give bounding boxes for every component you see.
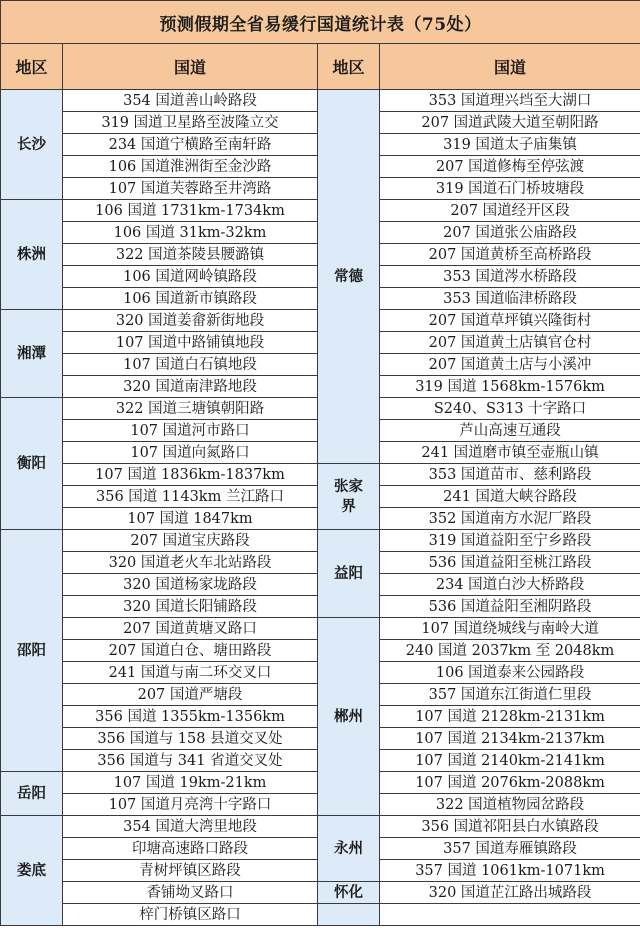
road-cell-right: 319 国道石门桥坡塘段 [380, 178, 640, 200]
header-road-right: 国道 [380, 44, 640, 90]
table-row [1, 882, 640, 904]
road-cell-right: 107 国道 2134km-2137km [380, 728, 640, 750]
road-cell-right: 357 国道寿雁镇路段 [380, 838, 640, 860]
road-cell-right: 107 国道 2076km-2088km [380, 772, 640, 794]
region-cell-right: 益阳 [318, 530, 380, 618]
road-cell-left: 354 国道大湾里地段 [63, 816, 318, 838]
road-cell-left: 梓门桥镇区路口 [63, 904, 318, 926]
road-cell-right: 357 国道 1061km-1071km [380, 860, 640, 882]
region-cell-left: 衡阳 [1, 398, 63, 530]
road-cell-right: 320 国道芷江路出城路段 [380, 882, 640, 904]
road-cell-left: 207 国道黄塘叉路口 [63, 618, 318, 640]
road-cell-right: 536 国道益阳至桃江路段 [380, 552, 640, 574]
title-row [1, 1, 640, 44]
road-cell-right: 353 国道理兴垱至大湖口 [380, 90, 640, 112]
road-cell-right: 353 国道临津桥路段 [380, 288, 640, 310]
road-cell-right: 107 国道 2140km-2141km [380, 750, 640, 772]
road-cell-right: S240、S313 十字路口 [380, 398, 640, 420]
road-cell-left: 320 国道南津路地段 [63, 376, 318, 398]
table-title: 预测假期全省易缓行国道统计表（75处） [1, 1, 640, 44]
road-cell-right: 207 国道黄土店镇官仓村 [380, 332, 640, 354]
road-cell-left: 106 国道 1731km-1734km [63, 200, 318, 222]
road-cell-right: 234 国道白沙大桥路段 [380, 574, 640, 596]
road-cell-left: 106 国道新市镇路段 [63, 288, 318, 310]
table-row [1, 530, 640, 552]
empty-cell [380, 904, 640, 926]
road-cell-left: 106 国道淮洲街至金沙路 [63, 156, 318, 178]
road-cell-left: 207 国道宝庆路段 [63, 530, 318, 552]
header-region-right: 地区 [318, 44, 380, 90]
road-cell-right: 107 国道 2128km-2131km [380, 706, 640, 728]
road-cell-right: 353 国道涔水桥路段 [380, 266, 640, 288]
road-cell-left: 356 国道 1143km 兰江路口 [63, 486, 318, 508]
road-cell-left: 234 国道宁横路至南轩路 [63, 134, 318, 156]
road-cell-left: 241 国道与南二环交叉口 [63, 662, 318, 684]
road-cell-left: 107 国道 1836km-1837km [63, 464, 318, 486]
road-cell-left: 207 国道严塘段 [63, 684, 318, 706]
road-cell-left: 320 国道老火车北站路段 [63, 552, 318, 574]
region-cell-left: 娄底 [1, 816, 63, 926]
road-cell-right: 207 国道黄土店与小溪冲 [380, 354, 640, 376]
road-cell-left: 青树坪镇区路段 [63, 860, 318, 882]
road-cell-left: 319 国道卫星路至波隆立交 [63, 112, 318, 134]
road-cell-left: 107 国道月亮湾十字路口 [63, 794, 318, 816]
road-cell-right: 芦山高速互通段 [380, 420, 640, 442]
road-cell-left: 320 国道姜畲新街地段 [63, 310, 318, 332]
region-cell-right: 常德 [318, 90, 380, 464]
road-cell-left: 356 国道与 341 省道交叉处 [63, 750, 318, 772]
road-cell-left: 107 国道向氮路口 [63, 442, 318, 464]
road-cell-right: 536 国道益阳至湘阴路段 [380, 596, 640, 618]
road-cell-right: 207 国道武陵大道至朝阳路 [380, 112, 640, 134]
road-cell-left: 107 国道芙蓉路至井湾路 [63, 178, 318, 200]
road-cell-left: 207 国道白仓、塘田路段 [63, 640, 318, 662]
table-row [1, 464, 640, 486]
road-cell-right: 352 国道南方水泥厂路段 [380, 508, 640, 530]
road-cell-left: 107 国道河市路口 [63, 420, 318, 442]
road-cell-right: 322 国道植物园岔路段 [380, 794, 640, 816]
road-cell-left: 320 国道长阳铺路段 [63, 596, 318, 618]
road-cell-right: 107 国道绕城线与南岭大道 [380, 618, 640, 640]
road-cell-left: 320 国道杨家垅路段 [63, 574, 318, 596]
road-cell-right: 240 国道 2037km 至 2048km [380, 640, 640, 662]
road-cell-right: 353 国道苗市、慈利路段 [380, 464, 640, 486]
header-road-left: 国道 [63, 44, 318, 90]
road-cell-left: 107 国道白石镇地段 [63, 354, 318, 376]
road-cell-left: 107 国道 19km-21km [63, 772, 318, 794]
region-cell-right: 怀化 [318, 882, 380, 904]
road-cell-left: 322 国道茶陵县腰潞镇 [63, 244, 318, 266]
road-cell-left: 356 国道与 158 县道交叉处 [63, 728, 318, 750]
header-region-left: 地区 [1, 44, 63, 90]
empty-cell [318, 904, 380, 926]
region-cell-right: 郴州 [318, 618, 380, 816]
road-cell-left: 印塘高速路口路段 [63, 838, 318, 860]
table-row [1, 90, 640, 112]
region-cell-left: 岳阳 [1, 772, 63, 816]
road-cell-left: 106 国道 31km-32km [63, 222, 318, 244]
road-cell-right: 241 国道大峡谷路段 [380, 486, 640, 508]
road-cell-left: 107 国道 1847km [63, 508, 318, 530]
road-cell-left: 356 国道 1355km-1356km [63, 706, 318, 728]
road-cell-right: 356 国道祁阳县白水镇路段 [380, 816, 640, 838]
region-cell-left: 湘潭 [1, 310, 63, 398]
header-row [1, 44, 640, 90]
road-cell-right: 319 国道 1568km-1576km [380, 376, 640, 398]
road-cell-right: 106 国道泰来公园路段 [380, 662, 640, 684]
road-cell-right: 207 国道修梅至停弦渡 [380, 156, 640, 178]
road-cell-left: 107 国道中路铺镇地段 [63, 332, 318, 354]
road-cell-right: 357 国道东江街道仁里段 [380, 684, 640, 706]
road-cell-right: 207 国道张公庙路段 [380, 222, 640, 244]
region-cell-left: 长沙 [1, 90, 63, 200]
road-cell-right: 241 国道磨市镇至壶瓶山镇 [380, 442, 640, 464]
road-cell-left: 354 国道善山岭路段 [63, 90, 318, 112]
region-cell-right: 张家界 [318, 464, 380, 530]
road-cell-left: 322 国道三塘镇朝阳路 [63, 398, 318, 420]
region-cell-left: 株洲 [1, 200, 63, 310]
region-cell-left: 邵阳 [1, 530, 63, 772]
road-cell-left: 香铺坳叉路口 [63, 882, 318, 904]
road-cell-right: 207 国道黄桥至高桥路段 [380, 244, 640, 266]
region-cell-right: 永州 [318, 816, 380, 882]
road-cell-right: 207 国道经开区段 [380, 200, 640, 222]
road-cell-right: 319 国道太子庙集镇 [380, 134, 640, 156]
table-row [1, 816, 640, 838]
table-row [1, 904, 640, 926]
road-cell-right: 319 国道益阳至宁乡路段 [380, 530, 640, 552]
road-cell-left: 106 国道网岭镇路段 [63, 266, 318, 288]
table-row [1, 618, 640, 640]
road-cell-right: 207 国道草坪镇兴隆街村 [380, 310, 640, 332]
